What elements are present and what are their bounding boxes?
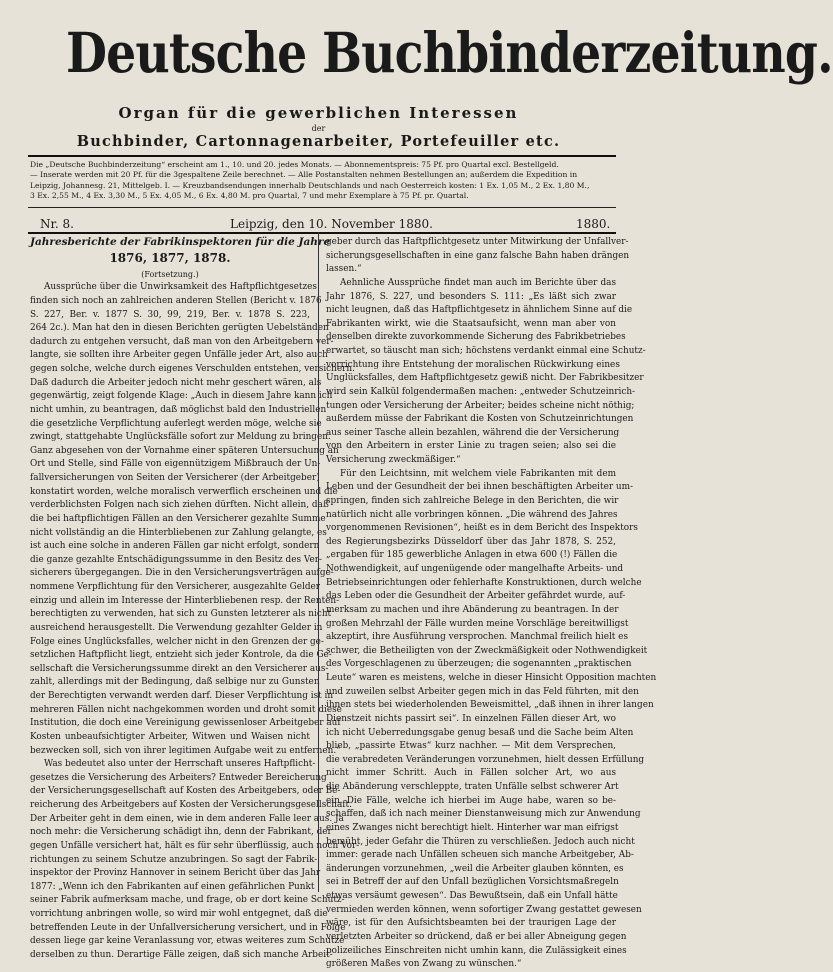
text-line: gegen Unfälle versichert hat, hält es für sehr überflüssig, auch noch Vor- bbox=[30, 840, 360, 851]
text-line: des Regierungsbezirks Düsseldorf über das Jahr 1878, S. 252, bbox=[326, 536, 616, 547]
text-line: ich nicht Ueberredungsgabe genug besaß und die Sache beim Alten bbox=[326, 727, 634, 738]
text-line: bemüht, jeder Gefahr die Thüren zu verschließen. Jedoch auch nicht bbox=[326, 836, 635, 847]
notice-line: — Inserate werden mit 20 Pf. für die 3gespaltene Zeile berechnet. — Alle Postanstalten nehmen Bestellungen an; außerdem die Expedition in bbox=[30, 170, 578, 180]
text-line: nicht umhin, zu beantragen, daß möglichst bald den Industriellen bbox=[30, 404, 327, 415]
text-line: vorrichtung anbringen wolle, so wird mir wohl entgegnet, daß die bbox=[30, 909, 328, 919]
text-line: gegen solche, welche durch eigenes Verschulden entstehen, versichern. bbox=[30, 364, 355, 374]
text-line: vorgenommenen Revisionen“, heißt es in dem Bericht des Inspektors bbox=[326, 523, 638, 534]
text-line: Betriebseinrichtungen oder fehlerhafte Konstruktionen, durch welche bbox=[326, 577, 642, 588]
text-line: gesetzes die Versicherung des Arbeiters? Entweder Bereicherung bbox=[30, 772, 327, 783]
text-line: schwer, die Betheiligten von der Zweckmäßigkeit oder Nothwendigkeit bbox=[326, 645, 648, 656]
text-line: reicherung des Arbeitgebers auf Kosten der Versicherungsgesellschaft. bbox=[30, 800, 352, 810]
text-line: derselben zu thun. Derartige Fälle zeigen, daß sich manche Arbeit- bbox=[30, 949, 333, 960]
text-line: nicht immer Schritt. Auch in Fällen solcher Art, wo aus bbox=[326, 768, 616, 779]
subscription-notice bbox=[30, 160, 618, 201]
text-line: denselben direkte zuvorkommende Sicherung des Fabrikbetriebes bbox=[326, 332, 626, 343]
text-line: Kosten unbeaufsichtigter Arbeiter, Witwen und Waisen nicht bbox=[30, 731, 310, 742]
text-line: springen, finden sich zahlreiche Belege in den Berichten, die wir bbox=[326, 495, 619, 506]
text-line: konstatirt worden, welche moralisch verwerflich erscheinen und die bbox=[30, 486, 338, 497]
article-years: 1876, 1877, 1878. bbox=[109, 250, 231, 265]
notice-line: Leipzig, Johannesg. 21, Mittelgeb. I. — Kreuzbandsendungen innerhalb Deutschlands und nach Oesterreich kosten: 1 Ex. 1,05 M., 2 Ex. 1,80 M., bbox=[30, 180, 590, 190]
text-line: und zuweilen selbst Arbeiter gegen mich in das Feld führten, mit den bbox=[326, 686, 639, 697]
text-line: nicht vollständig an die Hinterbliebenen zur Zahlung gelangte, es bbox=[30, 527, 327, 538]
text-line: Daß dadurch die Arbeiter jedoch nicht mehr geschert wären, als bbox=[30, 377, 322, 388]
text-line: fallversicherungen von Seiten der Versicherer (der Arbeitgeber) bbox=[30, 473, 320, 483]
text-line: Jahr 1876, S. 227, und besonders S. 111: „Es läßt sich zwar bbox=[326, 291, 616, 302]
text-line: Dienstzeit nichts passirt sei“. In einzelnen Fällen dieser Art, wo bbox=[326, 713, 616, 724]
text-line: der Berechtigten verwandt werden darf. Dieser Verpflichtung ist in bbox=[30, 691, 334, 701]
text-line: Fabrikanten wirkt, wie die Staatsaufsicht, wenn man aber von bbox=[326, 318, 616, 329]
right-column-text bbox=[326, 236, 657, 972]
text-line: merksam zu machen und ihre Abänderung zu beantragen. In der bbox=[326, 604, 619, 615]
text-line: gegenwärtig, zeigt folgende Klage: „Auch in diesem Jahre kann ich bbox=[30, 391, 333, 402]
text-line: Versicherung zweckmäßiger.“ bbox=[326, 455, 461, 465]
text-line: von den Arbeitern in erster Linie zu tragen seien; also sei die bbox=[326, 441, 616, 452]
text-line: seiner Fabrik aufmerksam mache, und frage, ob er dort keine Schutz- bbox=[30, 895, 345, 906]
text-line: dessen liege gar keine Veranlassung vor, etwas weiteres zum Schutze bbox=[30, 936, 345, 947]
text-line: richtungen zu seinem Schutze anzubringen. So sagt der Fabrik- bbox=[30, 854, 318, 865]
issue-year: 1880. bbox=[576, 217, 611, 231]
masthead-subtitle: Organ für die gewerblichen Interessen bbox=[118, 104, 519, 122]
text-line: die verabredeten Veränderungen vorzunehmen, hielt dessen Erfüllung bbox=[326, 754, 645, 765]
text-line: der Versicherungsgesellschaft auf Kosten des Arbeitgebers, oder Be- bbox=[30, 786, 341, 797]
text-line: 1877: „Wenn ich den Fabrikanten auf einen gefährlichen Punkt bbox=[30, 881, 315, 892]
text-line: sei in Betreff der auf den Unfall bezüglichen Vorsichtsmaßregeln bbox=[326, 877, 619, 888]
text-line: Leben und der Gesundheit der bei ihnen beschäftigten Arbeiter um- bbox=[326, 482, 634, 493]
text-line: die ganze gezahlte Entschädigungssumme in den Besitz des Ver- bbox=[30, 554, 322, 565]
left-column-text bbox=[30, 281, 360, 962]
text-line: Folge eines Unglücksfalles, welcher nicht in den Grenzen der ge- bbox=[30, 636, 324, 647]
column-divider bbox=[318, 232, 319, 892]
text-line: verletzten Arbeiter so drückend, daß er bei aller Abneigung gegen bbox=[326, 931, 627, 942]
text-line: schaffen, daß ich nach meiner Dienstanweisung mich zur Anwendung bbox=[326, 809, 641, 820]
text-line: ein. Die Fälle, welche ich hierbei im Auge habe, waren so be- bbox=[326, 795, 616, 806]
text-line: vorrichtung ihre Entstehung der moralischen Rückwirkung eines bbox=[326, 359, 620, 370]
text-line: natürlich nicht alle vorbringen können. „Die während des Jahres bbox=[326, 509, 618, 520]
masthead-rule bbox=[28, 155, 616, 157]
masthead-title: Deutsche Buchbinderzeitung. bbox=[66, 20, 833, 85]
text-line: Ort und Stelle, sind Fälle von eigennützigem Mißbrauch der Un- bbox=[30, 459, 321, 470]
text-line: etwas versäumt gewesen“. Das Bewußtsein, daß ein Unfall hätte bbox=[326, 891, 618, 901]
text-line: Für den Leichtsinn, mit welchem viele Fabrikanten mit dem bbox=[340, 468, 616, 479]
article-title: Jahresberichte der Fabrikinspektoren für die Jahre bbox=[30, 236, 331, 248]
text-line: zahlt, allerdings mit der Bedingung, daß selbige nur zu Gunsten bbox=[30, 677, 320, 688]
masthead-trades: Buchbinder, Cartonnagenarbeiter, Portefeuiller etc. bbox=[76, 133, 561, 150]
notice-rule bbox=[28, 207, 616, 208]
text-line: Unglücksfalles, dem Haftpflichtgesetz gewiß nicht. Der Fabrikbesitzer bbox=[326, 373, 644, 384]
text-line: tungen oder Versicherung der Arbeiter; beides scheine nicht nöthig; bbox=[326, 400, 635, 411]
text-line: noch mehr: die Versicherung schädigt ihn, denn der Fabrikant, der bbox=[30, 827, 332, 838]
text-line: Leute“ waren es meistens, welche in dieser Hinsicht Opposition machten bbox=[326, 673, 657, 683]
text-line: das Leben oder die Gesundheit der Arbeiter gefährdet wurde, auf- bbox=[326, 591, 626, 602]
text-line: die bei haftpflichtigen Fällen an den Versicherer gezahlte Summe bbox=[30, 513, 326, 524]
text-line: verderblichsten Folgen nach sich ziehen dürften. Nicht allein, daß bbox=[30, 500, 329, 511]
text-line: ihnen stets bei wiederholenden Beweismittel, „daß ihnen in ihrer langen bbox=[326, 700, 654, 711]
text-line: aus seiner Tasche allein bezahlen, während die der Versicherung bbox=[326, 427, 620, 438]
text-line: nommene Verpflichtung für den Versicherer, ausgezahlte Gelder bbox=[30, 582, 321, 592]
text-line: bezwecken soll, sich von ihrer legitimen Aufgabe weit zu entfernen.“ bbox=[30, 745, 341, 756]
text-line: Aehnliche Aussprüche findet man auch im Berichte über das bbox=[340, 277, 616, 288]
text-line: außerdem müsse der Fabrikant die Kosten von Schutzeinrichtungen bbox=[326, 414, 634, 425]
text-line: wird sein Kalkül folgendermaßen machen: „entweder Schutzeinrich- bbox=[326, 386, 636, 397]
text-line: immer: gerade nach Unfällen scheuen sich manche Arbeitgeber, Ab- bbox=[326, 850, 634, 861]
text-line: ausreichend herausgestellt. Die Verwendung gezahlter Gelder in bbox=[30, 622, 323, 633]
text-line: Aussprüche über die Unwirksamkeit des Haftpflichtgesetzes bbox=[44, 282, 317, 293]
text-line: die Abänderung verschleppte, traten Unfälle selbst schwerer Art bbox=[326, 782, 619, 792]
text-line: blieb, „passirte Etwas“ kurz nachher. — Mit dem Versprechen, bbox=[326, 741, 616, 752]
text-line: geber durch das Haftpflichtgesetz unter Mitwirkung der Unfallver- bbox=[326, 237, 629, 247]
text-line: die gesetzliche Verpflichtung auferlegt werden möge, welche sie bbox=[30, 418, 322, 429]
text-line: Ganz abgesehen von der Vornahme einer späteren Untersuchung an bbox=[30, 445, 339, 456]
text-line: setzlichen Haftpflicht liegt, entzieht sich jeder Kontrole, da die Ge- bbox=[30, 650, 332, 661]
article-continuation: (Fortsetzung.) bbox=[141, 269, 199, 279]
text-line: polizeiliches Einschreiten nicht umhin kann, die Zulässigkeit eines bbox=[326, 945, 627, 956]
text-line: langte, sie sollten ihre Arbeiter gegen Unfälle jeder Art, also auch bbox=[30, 350, 328, 361]
text-line: lassen.“ bbox=[326, 264, 362, 275]
text-line: einzig und allein im Interesse der Hinterbliebenen resp. der Renten- bbox=[30, 595, 340, 606]
text-line: finden sich noch an zahlreichen anderen Stellen (Bericht v. 1876 bbox=[30, 295, 322, 306]
dateline-rule bbox=[28, 232, 616, 234]
text-line: zwingt, stattgehabte Unglücksfälle sofort zur Meldung zu bringen. bbox=[30, 432, 331, 443]
text-line: Was bedeutet also unter der Herrschaft unseres Haftpflicht- bbox=[44, 759, 316, 770]
text-line: nicht leugnen, daß das Haftpflichtgesetz in ähnlichem Sinne auf die bbox=[326, 305, 633, 316]
text-line: mehreren Fällen nicht nachgekommen worden und droht somit diese bbox=[30, 704, 342, 715]
text-line: erwartet, so täuscht man sich; höchstens verdankt einmal eine Schutz- bbox=[326, 346, 646, 356]
text-line: des Vorgeschlagenen zu überzeugen; die sogenannten „praktischen bbox=[326, 659, 632, 670]
notice-line: 3 Ex. 2,55 M., 4 Ex. 3,30 M., 5 Ex. 4,05 M., 6 Ex. 4,80 M. pro Quartal, 7 und mehr Exemplare à 75 Pf. pr. Quartal. bbox=[30, 190, 469, 200]
masthead-der: der bbox=[311, 124, 326, 133]
text-line: inspektor der Provinz Hannover in seinem Bericht über das Jahr bbox=[30, 868, 321, 879]
text-line: „ergaben für 185 gewerbliche Anlagen in etwa 600 (!) Fällen die bbox=[326, 550, 618, 561]
text-line: großen Mehrzahl der Fälle wurden meine Vorschläge bereitwilligst bbox=[326, 618, 629, 629]
text-line: sicherers übergegangen. Die in den Versicherungsverträgen aufge- bbox=[30, 568, 334, 579]
text-line: akzeptirt, ihre Ausführung versprochen. Manchmal freilich hielt es bbox=[326, 632, 628, 643]
text-line: 264 2c.). Man hat den in diesen Berichten gerügten Uebelständen bbox=[30, 323, 329, 334]
text-line: sellschaft die Versicherungssumme direkt an den Versicherer aus- bbox=[30, 663, 329, 674]
text-line: wäre, ist für den Aufsichtsbeamten bei der traurigen Lage der bbox=[326, 918, 616, 929]
right-column bbox=[326, 236, 657, 972]
issue-number: Nr. 8. bbox=[40, 217, 74, 231]
text-line: größeren Maßes von Zwang zu wünschen.“ bbox=[326, 959, 522, 970]
issue-date: Leipzig, den 10. November 1880. bbox=[230, 217, 433, 231]
text-line: Nothwendigkeit, auf ungenügende oder mangelhafte Arbeits- und bbox=[326, 564, 624, 574]
text-line: betreffenden Leute in der Unfallversicherung versichert, und in Folge bbox=[30, 922, 346, 933]
text-line: vermieden werden können, wenn sofortiger Zwang gestattet gewesen bbox=[326, 904, 642, 915]
text-line: ist auch eine solche in anderen Fällen gar nicht erfolgt, sondern bbox=[30, 541, 320, 552]
text-line: S. 227, Ber. v. 1877 S. 30, 99, 219, Ber. v. 1878 S. 223, bbox=[30, 309, 310, 320]
notice-line: Die „Deutsche Buchbinderzeitung“ erscheint am 1., 10. und 20. jedes Monats. — Abonnementspreis: 75 Pf. pro Quartal excl. Bestellgeld. bbox=[30, 160, 559, 169]
text-line: sicherungsgesellschaften in eine ganz falsche Bahn haben drängen bbox=[326, 250, 630, 261]
text-line: eines Zwanges nicht berechtigt hielt. Hinterher war man eifrigst bbox=[326, 822, 619, 833]
text-line: änderungen vorzunehmen, „weil die Arbeiter glauben könnten, es bbox=[326, 863, 624, 874]
text-line: dadurch zu entgehen versucht, daß man von den Arbeitgebern ver- bbox=[30, 336, 334, 347]
text-line: berechtigten zu verwenden, hat sich zu Gunsten letzterer als nicht bbox=[30, 609, 332, 620]
text-line: Der Arbeiter geht in dem einen, wie in dem anderen Falle leer aus. Ja bbox=[30, 813, 344, 824]
text-line: Institution, die doch eine Vereinigung gewissenloser Arbeitgeber auf bbox=[30, 718, 341, 729]
